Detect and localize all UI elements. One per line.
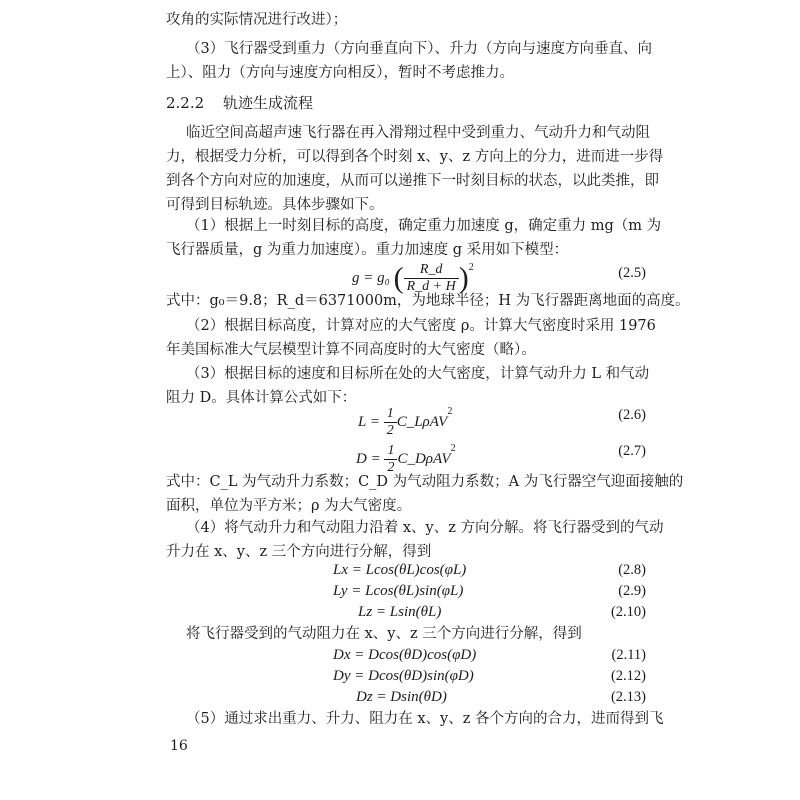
- section-title: 轨迹生成流程: [222, 94, 313, 112]
- step1-line: 飞行器质量，g 为重力加速度）。重力加速度 g 采用如下模型：: [166, 242, 569, 258]
- where2-line: 式中：C_L 为气动升力系数；C_D 为气动阻力系数；A 为飞行器空气迎面接触的: [166, 474, 684, 490]
- equation-label: (2.10): [610, 604, 646, 620]
- drag-equation: Dy = Dcos(θD)sin(φD): [333, 668, 474, 684]
- step1-line: （1）根据上一时刻目标的高度，确定重力加速度 g，确定重力 mg（m 为: [186, 218, 662, 234]
- para1-line: 到各个方向对应的加速度，从而可以递推下一时刻目标的状态，以此类推，即: [166, 173, 659, 189]
- equation-2-7: [356, 439, 456, 476]
- drag-intro-line: 将飞行器受到的气动阻力在 x、y、z 三个方向进行分解，得到: [186, 626, 582, 642]
- lift-equation: Ly = Lcos(θL)sin(φL): [333, 583, 464, 599]
- eq25-lhs: g = g₀: [352, 270, 390, 286]
- eq26-lhs: L =: [358, 414, 384, 430]
- drag-equation: Dz = Dsin(θD): [356, 689, 447, 705]
- equation-2-6: [358, 402, 452, 439]
- where2-line: 面积，单位为平方米；ρ 为大气密度。: [166, 498, 412, 514]
- equation-label: (2.13): [610, 689, 646, 705]
- step3-line: 阻力 D。具体计算公式如下：: [166, 390, 357, 406]
- eq25-exponent: 2: [468, 262, 474, 273]
- eq26-rhs: C_LρAV: [396, 414, 448, 430]
- eq27-exponent: 2: [450, 443, 456, 454]
- eq26-denominator: 2: [386, 423, 394, 439]
- equation-label: (2.5): [618, 265, 646, 281]
- step2-line: （2）根据目标高度，计算对应的大气密度 ρ。计算大气密度时采用 1976: [186, 318, 656, 334]
- para1-line: 力，根据受力分析，可以得到各个时刻 x、y、z 方向上的分力，进而进一步得: [166, 149, 664, 165]
- lift-equation: Lz = Lsin(θL): [358, 604, 442, 620]
- eq25-numerator: R_d: [404, 262, 459, 279]
- para1-line: 可得到目标轨迹。具体步骤如下。: [166, 197, 384, 213]
- eq25-denominator: R_d + H: [406, 279, 456, 295]
- page-number: 16: [170, 738, 188, 754]
- eq26-numerator: 1: [384, 406, 397, 423]
- lift-equation: Lx = Lcos(θL)cos(φL): [333, 562, 467, 578]
- item3-line2: 上）、阻力（方向与速度方向相反），暂时不考虑推力。: [166, 65, 514, 81]
- equation-label: (2.9): [618, 583, 646, 599]
- section-number: 2.2.2: [166, 94, 205, 112]
- step5-line: （5）通过求出重力、升力、阻力在 x、y、z 各个方向的合力，进而得到飞: [186, 711, 664, 727]
- equation-2-5: g = g₀ ( $\frac{R\_d}{R\_d + H}$ )$^2$: [352, 261, 474, 295]
- item3-line1: （3）飞行器受到重力（方向垂直向下）、升力（方向与速度方向垂直、向: [186, 41, 652, 57]
- where1-line: 式中：g₀＝9.8；R_d＝6371000m，为地球半径；H 为飞行器距离地面的高度。: [166, 293, 690, 309]
- equation-label: (2.7): [618, 443, 646, 459]
- section-heading: [166, 93, 313, 113]
- equation-label: (2.12): [610, 668, 646, 684]
- equation-label: (2.6): [618, 407, 646, 423]
- eq27-rhs: C_DρAV: [397, 451, 451, 467]
- eq26-fraction: [384, 406, 397, 439]
- eq26-exponent: 2: [447, 406, 453, 417]
- equation-label: (2.8): [618, 562, 646, 578]
- step4-line: 升力在 x、y、z 三个方向进行分解，得到: [166, 544, 432, 560]
- eq27-denominator: 2: [387, 460, 395, 476]
- eq27-lhs: D =: [356, 451, 385, 467]
- eq27-numerator: 1: [384, 443, 397, 460]
- equation-label: (2.11): [611, 647, 646, 663]
- drag-equation: Dx = Dcos(θD)cos(φD): [333, 647, 477, 663]
- para1-line: 临近空间高超声速飞行器在再入滑翔过程中受到重力、气动升力和气动阻: [186, 125, 650, 141]
- intro-line: 攻角的实际情况进行改进）；: [166, 12, 348, 28]
- step4-line: （4）将气动升力和气动阻力沿着 x、y、z 方向分解。将飞行器受到的气动: [186, 520, 664, 536]
- step2-line: 年美国标准大气层模型计算不同高度时的大气密度（略）。: [166, 342, 536, 358]
- step3-line: （3）根据目标的速度和目标所在处的大气密度，计算气动升力 L 和气动: [186, 366, 650, 382]
